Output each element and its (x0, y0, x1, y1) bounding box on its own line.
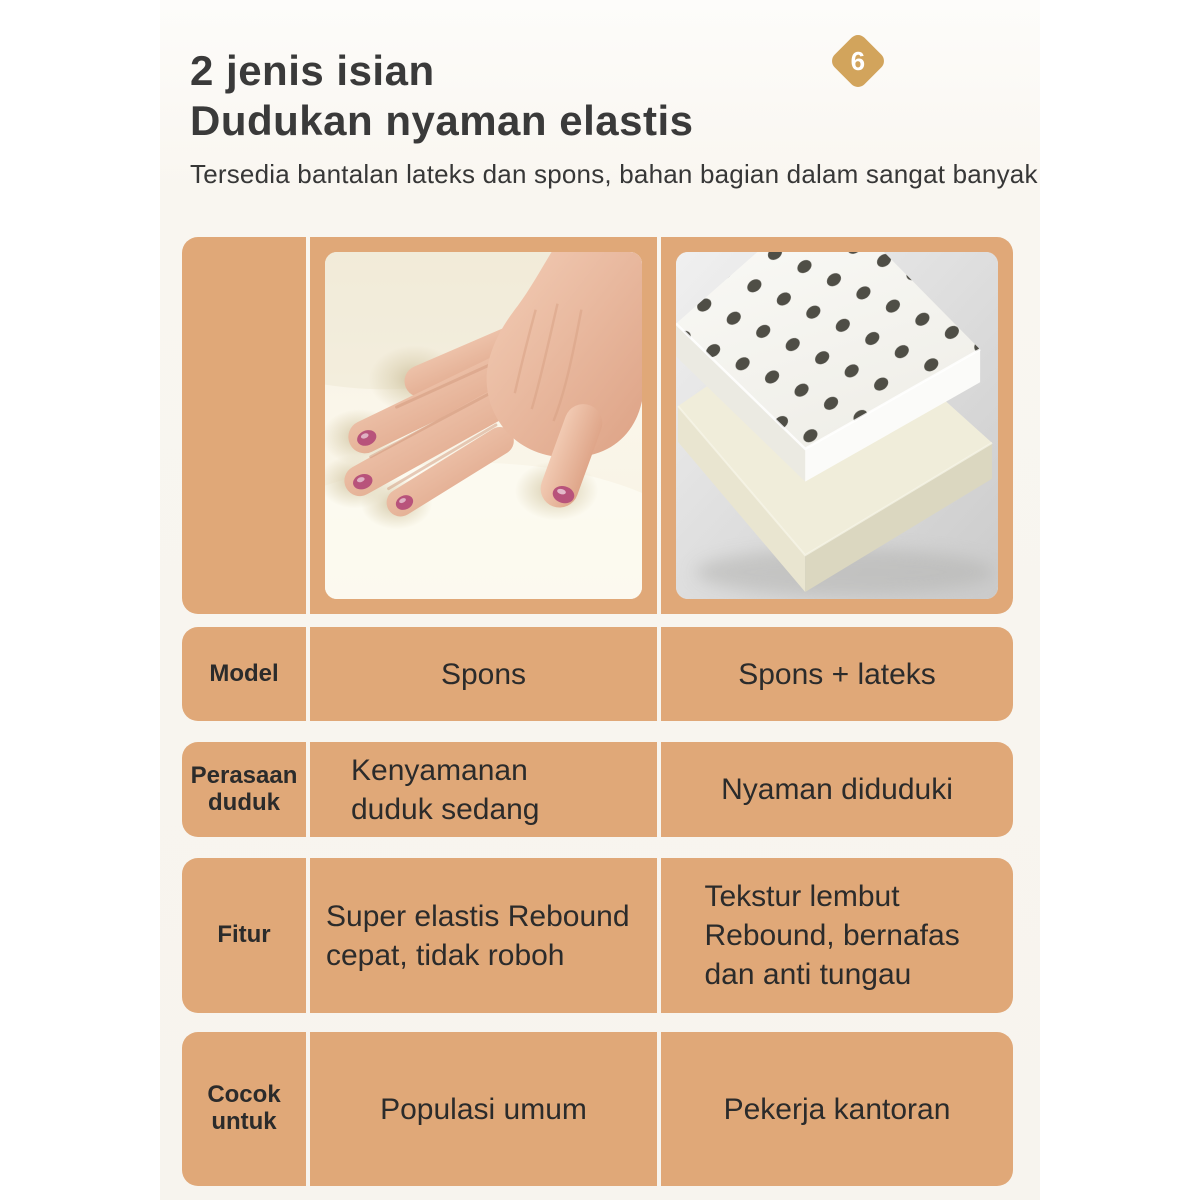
table-row-perasaan-duduk (182, 742, 1013, 837)
page-title (190, 46, 1038, 146)
badge-number: 6 (850, 45, 866, 76)
header (190, 46, 1038, 190)
cell-fitur-label: Fitur (182, 858, 306, 1013)
cocok-spons-lateks-value: Pekerja kantoran (723, 1092, 951, 1126)
cell-fitur-spons (310, 858, 657, 1013)
cell-model-spons (310, 627, 657, 721)
cell-cocok-spons-lateks (661, 1032, 1013, 1186)
table-row-fitur (182, 858, 1013, 1013)
title-line-2: Dudukan nyaman elastis (190, 97, 694, 144)
cell-spons-photo (310, 237, 657, 614)
cell-model-label: Model (182, 627, 306, 721)
spons-foam-photo (325, 252, 642, 599)
fitur-spons-value: Super elastis Rebound cepat, tidak roboh (326, 899, 630, 972)
perasaan-spons-value: Kenyamanan duduk sedang (351, 753, 540, 826)
cell-perasaan-spons (310, 742, 657, 837)
cell-images-label (182, 237, 306, 614)
cell-model-spons-lateks (661, 627, 1013, 721)
page-subtitle: Tersedia bantalan lateks dan spons, bahan bagian dalam sangat banyak (190, 159, 1038, 189)
cell-fitur-spons-lateks (661, 858, 1013, 1013)
table-row-cocok-untuk (182, 1032, 1013, 1186)
cell-perasaan-label: Perasaan duduk (182, 742, 306, 837)
table-row-images (182, 237, 1013, 614)
model-spons-value: Spons (440, 657, 527, 691)
table-row-model (182, 627, 1013, 721)
model-spons-lateks-value: Spons + lateks (738, 657, 936, 691)
fitur-spons-lateks-value: Tekstur lembut Rebound, bernafas dan anti tungau (704, 880, 960, 991)
lateks-foam-photo (676, 252, 998, 599)
cell-perasaan-spons-lateks (661, 742, 1013, 837)
comparison-table (182, 237, 1013, 1186)
hand-pressing-foam-illustration (325, 252, 642, 599)
cell-cocok-spons (310, 1032, 657, 1186)
title-line-1: 2 jenis isian (190, 47, 435, 94)
cell-lateks-photo (661, 237, 1013, 614)
latex-layers-illustration (676, 252, 998, 599)
perasaan-spons-lateks-value: Nyaman diduduki (721, 773, 953, 806)
cell-cocok-label: Cocok untuk (182, 1032, 306, 1186)
cocok-spons-value: Populasi umum (380, 1092, 587, 1126)
